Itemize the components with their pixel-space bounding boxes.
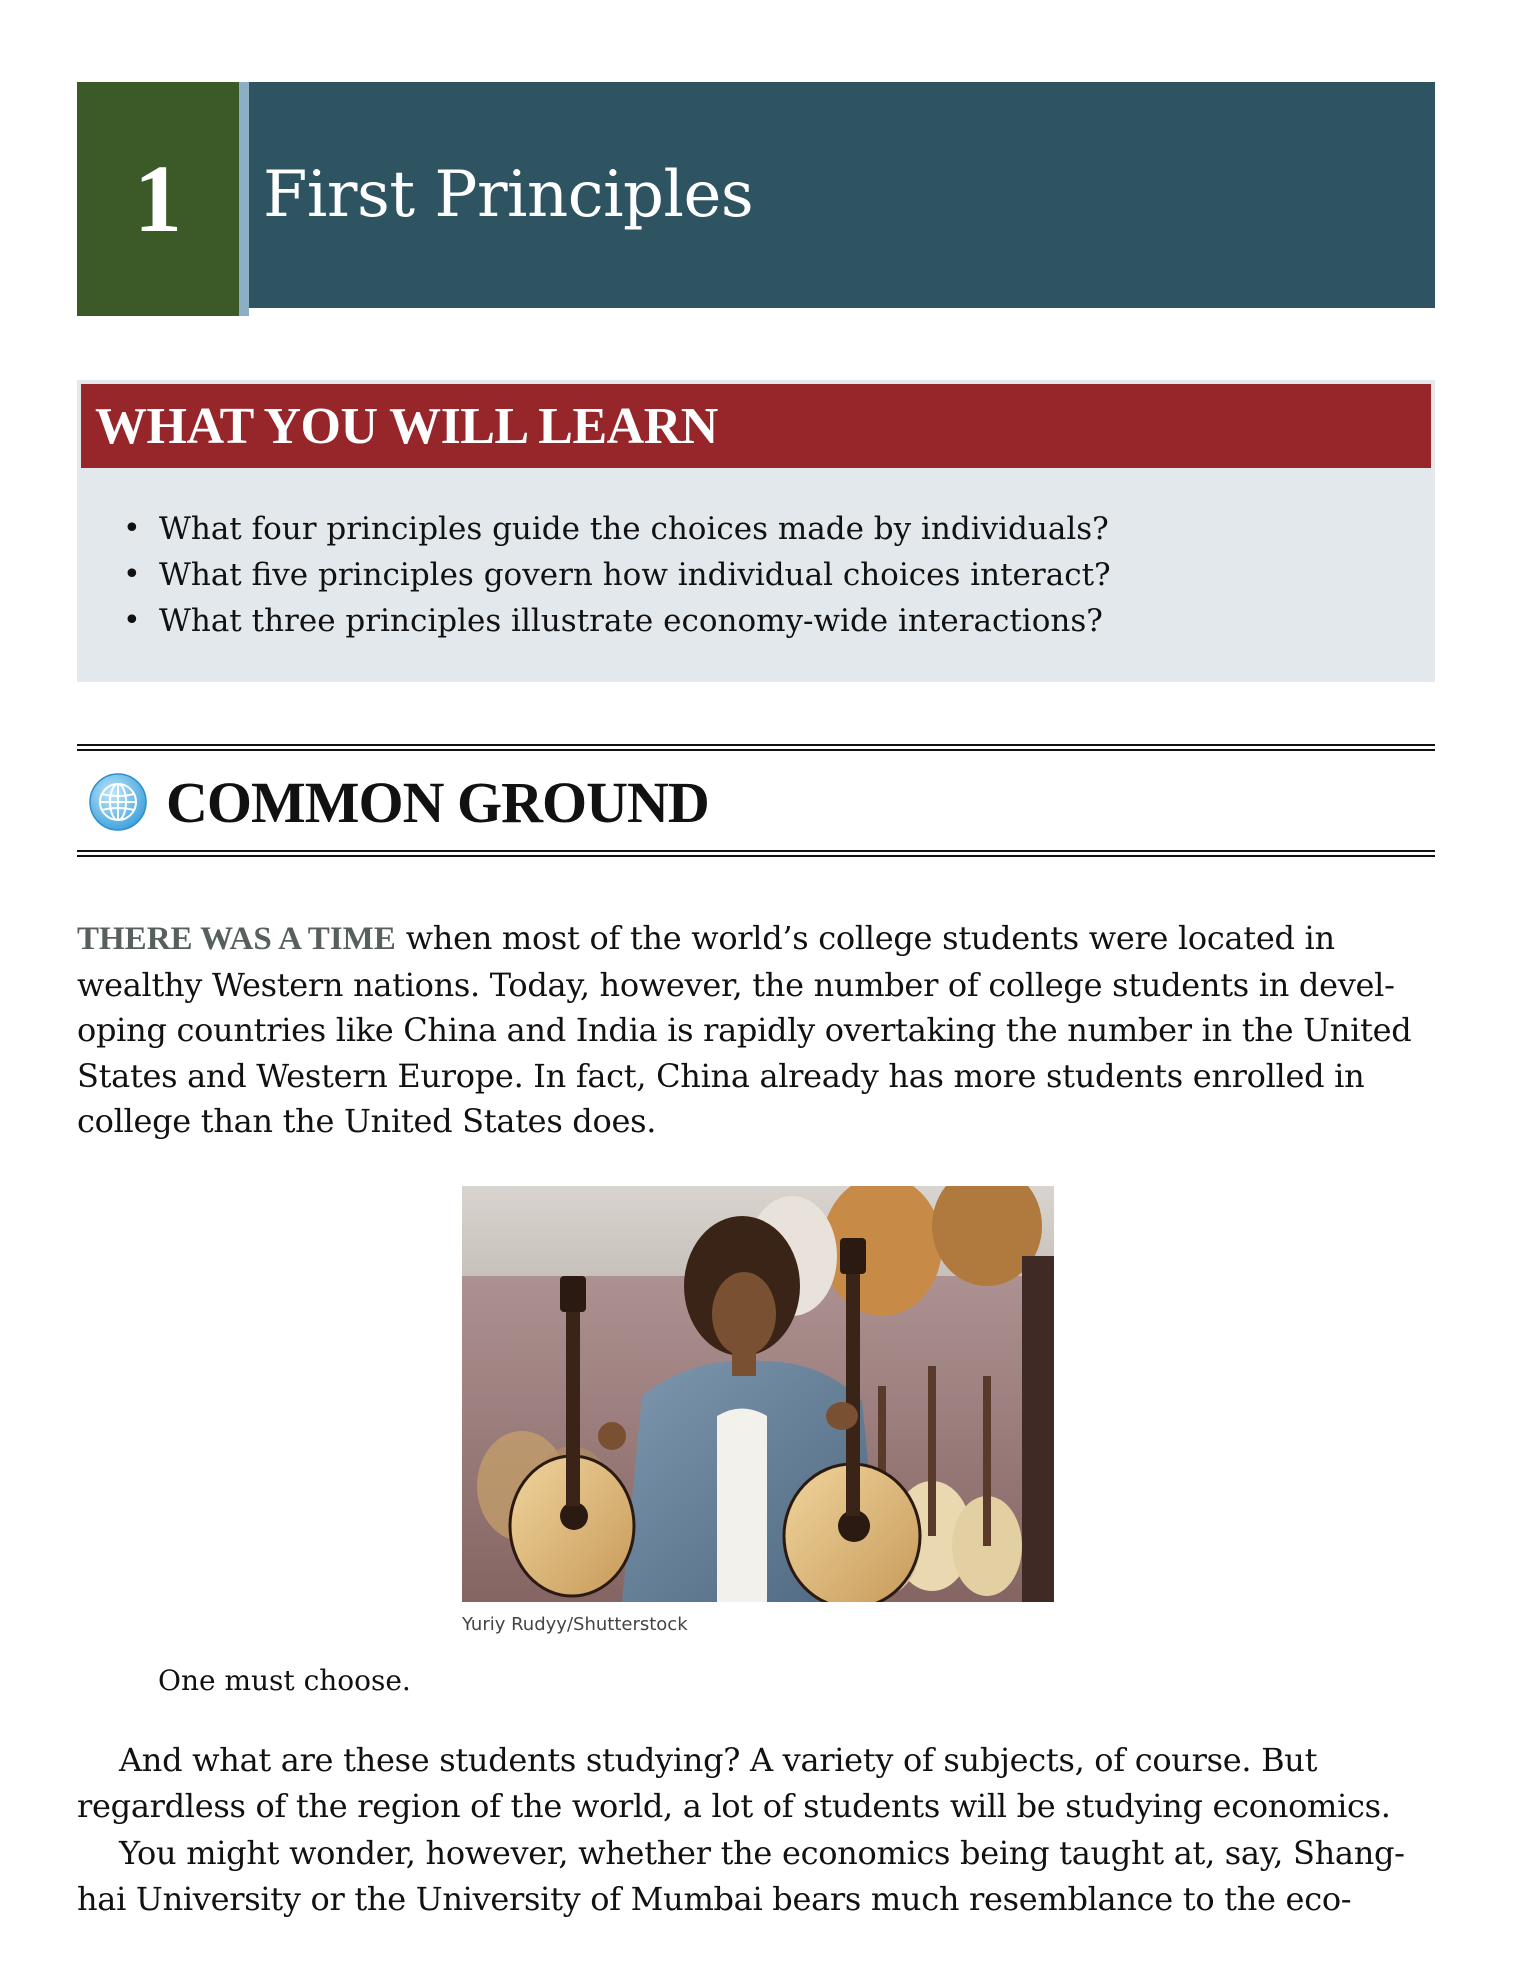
body-paragraph-3: You might wonder, however, whether the economics being taught at, say, Shang-hai University or the University of Mumbai bears much resemblance to the eco- [77,1834,1405,1918]
chapter-number-box [77,82,239,316]
section-heading [88,762,709,842]
photo-credit: Yuriy Rudyy/Shutterstock [462,1614,688,1635]
body-paragraph-1 [77,916,1437,1145]
section-rule-bottom [77,850,1435,857]
lead-in-text: THERE WAS A TIME [77,921,396,957]
chapter-number: 1 [134,145,182,252]
learning-objectives-list [117,506,1111,644]
list-item: • What five principles govern how individual choices interact? [117,552,1111,598]
chapter-header [77,82,1435,316]
chapter-divider [239,82,249,316]
learning-objectives-title: WHAT YOU WILL LEARN [95,397,718,455]
learning-objectives-box [77,380,1435,682]
list-item: • What four principles guide the choices made by individuals? [117,506,1111,552]
guitar-store-photo [462,1186,1054,1602]
section-title: COMMON GROUND [166,769,709,835]
section-rule-top [77,744,1435,751]
globe-icon [88,772,148,832]
chapter-title-box [249,82,1435,308]
chapter-title: First Principles [263,158,754,232]
photo-illustration [462,1186,1054,1602]
body-paragraph-2: And what are these students studying? A variety of subjects, of course. But regardless of the region of the world, a lot of students will be studying economics. [77,1741,1391,1825]
paragraph-text: when most of the world’s college students were located in wealthy Western nations. Today, however, the number of college students in devel-oping countries like China and India is rapidly overtaking the number in the United States and Western Europe. In fact, China already has more students enrolled in college than the United States does. [77,919,1412,1140]
learning-objectives-header [81,384,1431,468]
list-item: • What three principles illustrate economy-wide interactions? [117,598,1111,644]
photo-caption: One must choose. [158,1664,411,1697]
